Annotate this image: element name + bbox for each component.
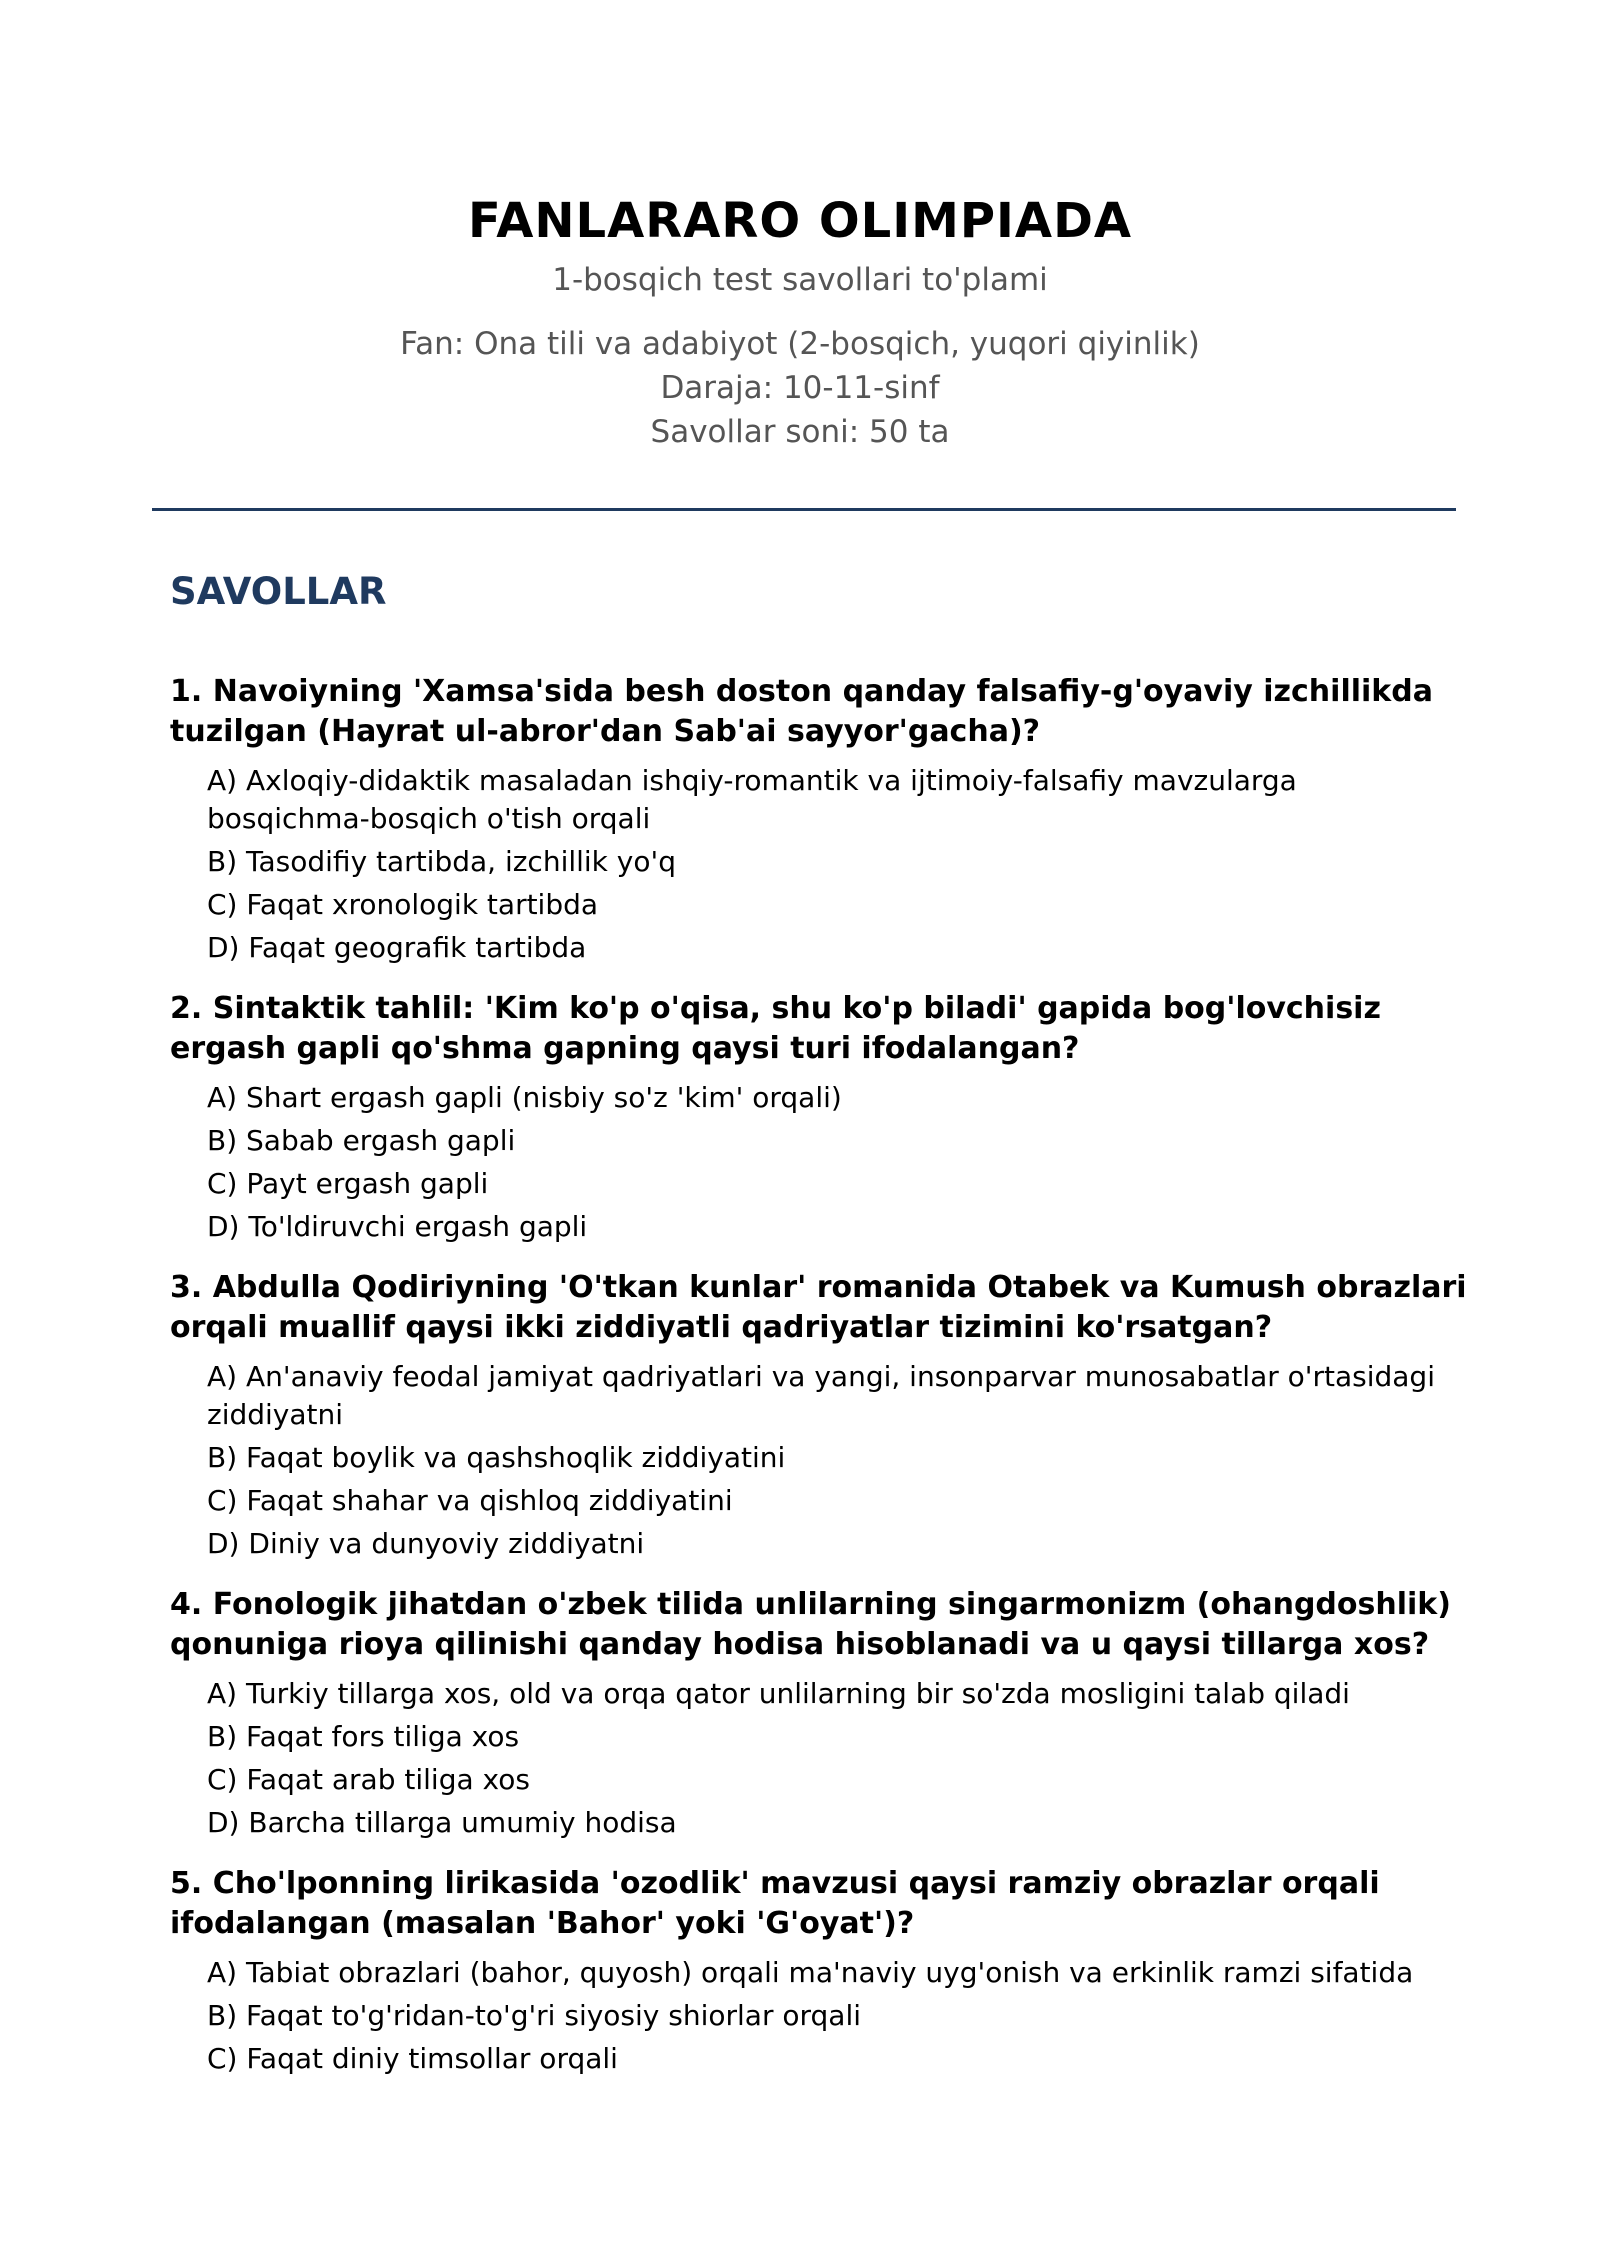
question-list — [170, 672, 1470, 2100]
page-subtitle: 1-bosqich test savollari to'plami — [552, 262, 1048, 298]
question-item — [170, 672, 1470, 967]
question-count-line: Savollar soni: 50 ta — [650, 414, 950, 450]
answer-option: B) Sabab ergash gapli — [207, 1124, 516, 1157]
answer-option: D) Faqat geografik tartibda — [207, 931, 587, 964]
meta-block — [0, 322, 1600, 454]
answer-option: C) Faqat diniy timsollar orqali — [207, 2042, 618, 2075]
answer-option: A) Turkiy tillarga xos, old va orqa qator unlilarning bir so'zda mosligini talab qiladi — [207, 1677, 1350, 1710]
subject-line: Fan: Ona tili va adabiyot (2-bosqich, yuqori qiyinlik) — [400, 326, 1200, 362]
answer-option: A) Axloqiy-didaktik masaladan ishqiy-romantik va ijtimoiy-falsafiy mavzularga bosqichma-bosqich o'tish orqali — [207, 764, 1297, 835]
answer-option: C) Faqat shahar va qishloq ziddiyatini — [207, 1484, 733, 1517]
question-text: 5. Cho'lponning lirikasida 'ozodlik' mavzusi qaysi ramziy obrazlar orqali ifodalangan (masalan 'Bahor' yoki 'G'oyat')? — [170, 1866, 1380, 1941]
answer-option: A) An'anaviy feodal jamiyat qadriyatlari va yangi, insonparvar munosabatlar o'rtasidagi ziddiyatni — [207, 1360, 1435, 1431]
question-text: 1. Navoiyning 'Xamsa'sida besh doston qanday falsafiy-g'oyaviy izchillikda tuzilgan (Hayrat ul-abror'dan Sab'ai sayyor'gacha)? — [170, 674, 1433, 749]
level-line: Daraja: 10-11-sinf — [660, 370, 940, 406]
answer-option: D) To'ldiruvchi ergash gapli — [207, 1210, 588, 1243]
answer-option: B) Faqat fors tiliga xos — [207, 1720, 520, 1753]
question-item — [170, 989, 1470, 1246]
document-header — [0, 190, 1600, 454]
answer-option: B) Tasodifiy tartibda, izchillik yo'q — [207, 845, 676, 878]
answer-option: C) Faqat arab tiliga xos — [207, 1763, 530, 1796]
answer-option: B) Faqat to'g'ridan-to'g'ri siyosiy shiorlar orqali — [207, 1999, 862, 2032]
answer-option: A) Shart ergash gapli (nisbiy so'z 'kim' orqali) — [207, 1081, 842, 1114]
answer-option: D) Barcha tillarga umumiy hodisa — [207, 1806, 677, 1839]
answer-option: A) Tabiat obrazlari (bahor, quyosh) orqali ma'naviy uyg'onish va erkinlik ramzi sifatida — [207, 1956, 1414, 1989]
question-item — [170, 1268, 1470, 1563]
question-item — [170, 1585, 1470, 1842]
answer-option: D) Diniy va dunyoviy ziddiyatni — [207, 1527, 645, 1560]
answer-option: C) Payt ergash gapli — [207, 1167, 489, 1200]
question-text: 4. Fonologik jihatdan o'zbek tilida unlilarning singarmonizm (ohangdoshlik) qonuniga rioya qilinishi qanday hodisa hisoblanadi va u qaysi tillarga xos? — [170, 1587, 1451, 1662]
section-heading: SAVOLLAR — [170, 570, 387, 613]
answer-option: C) Faqat xronologik tartibda — [207, 888, 599, 921]
header-divider — [152, 508, 1456, 511]
answer-option: B) Faqat boylik va qashshoqlik ziddiyatini — [207, 1441, 786, 1474]
page-title: FANLARARO OLIMPIADA — [467, 193, 1133, 249]
question-text: 2. Sintaktik tahlil: 'Kim ko'p o'qisa, shu ko'p biladi' gapida bog'lovchisiz ergash gapli qo'shma gapning qaysi turi ifodalangan? — [170, 991, 1381, 1066]
question-item — [170, 1864, 1470, 2078]
question-text: 3. Abdulla Qodiriyning 'O'tkan kunlar' romanida Otabek va Kumush obrazlari orqali muallif qaysi ikki ziddiyatli qadriyatlar tizimini ko'rsatgan? — [170, 1270, 1467, 1345]
